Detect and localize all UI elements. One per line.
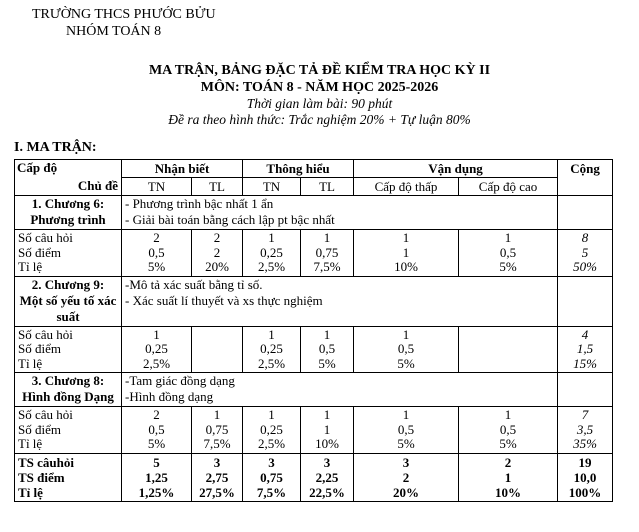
chapter-1-desc-total <box>558 196 613 230</box>
ch2-col2 <box>192 326 243 373</box>
total-questions-label: TS câuhỏi <box>18 454 74 470</box>
table-cell-value: 4 <box>581 326 589 342</box>
total-col1 <box>122 453 192 501</box>
table-cell-value: 1 <box>268 407 275 422</box>
ch2-col6 <box>459 326 558 373</box>
table-cell-value <box>195 357 239 372</box>
doc-title: MA TRẬN, BẢNG ĐẶC TẢ ĐỀ KIỂM TRA HỌC KỲ II <box>148 63 491 78</box>
table-cell-value: 0,75 <box>315 244 339 260</box>
table-cell-value: 15% <box>573 355 597 371</box>
table-cell-value: 22,5% <box>309 484 345 500</box>
total-col6 <box>459 453 558 501</box>
level-recognize: Nhận biết <box>122 160 243 178</box>
ch3-col1 <box>122 407 192 454</box>
table-cell-value: 0,5 <box>397 341 415 356</box>
table-cell-value: Số điểm <box>18 421 61 437</box>
table-cell-value: 2 <box>153 407 160 422</box>
chapter-2-desc-total <box>558 276 613 326</box>
table-cell-value: 20% <box>205 259 229 274</box>
chapter-2-title <box>15 276 122 326</box>
table-cell-value: 0,25 <box>145 341 168 356</box>
table-cell-value: 1 <box>323 230 331 245</box>
table-cell-value: 100% <box>568 484 602 500</box>
total-col7 <box>558 453 613 501</box>
chapter-3-desc <box>122 373 558 407</box>
group-name: NHÓM TOÁN 8 <box>66 24 162 39</box>
table-cell-value: 1 <box>268 230 275 245</box>
table-cell-value: 3 <box>402 454 410 470</box>
corner-bottom: Chủ đề <box>77 178 118 193</box>
table-cell-value: 10,0 <box>573 469 597 485</box>
table-cell-value: 1 <box>504 230 512 245</box>
ch2-total <box>558 326 613 373</box>
table-cell-value: 0,25 <box>260 341 283 356</box>
label-ratio: Tỉ lệ <box>18 259 43 274</box>
doc-subject: MÔN: TOÁN 8 - NĂM HỌC 2025-2026 <box>200 80 439 95</box>
ch1-col2 <box>192 230 243 277</box>
table-cell-value: 0,5 <box>499 244 517 260</box>
corner-cell <box>15 160 122 196</box>
chapter-3-desc-line1: -Tam giác đồng dạng <box>125 373 235 388</box>
chapter-1-title <box>15 196 122 230</box>
table-cell-value: 2,5% <box>257 259 286 274</box>
sub-high: Cấp độ cao <box>459 178 558 196</box>
total-col3 <box>243 453 301 501</box>
table-cell-value: 1,25% <box>138 484 175 500</box>
table-cell-value <box>462 328 554 343</box>
table-cell-value: 5 <box>153 454 160 470</box>
table-cell-value: 1 <box>213 407 221 422</box>
total-col5 <box>354 453 459 501</box>
table-cell-value: 1 <box>323 421 331 437</box>
chapter-1-labels <box>15 230 122 277</box>
label-questions: Số câu hỏi <box>18 230 73 245</box>
table-cell-value: 2 <box>153 230 160 245</box>
table-cell-value: 2 <box>213 230 221 245</box>
chapter-3-title-line1: 3. Chương 8: <box>31 373 105 388</box>
table-cell-value: 5% <box>499 259 517 274</box>
level-total: Cộng <box>558 160 613 196</box>
ch2-col1 <box>122 326 192 373</box>
chapter-3-row <box>15 373 613 407</box>
table-cell-value: 19 <box>578 454 592 470</box>
chapter-1-row <box>15 196 613 230</box>
chapter-2-labels <box>15 326 122 373</box>
table-cell-value: 0,5 <box>499 421 517 437</box>
sub-tn-2: TN <box>243 178 301 196</box>
sub-tl-2: TL <box>301 178 354 196</box>
section-title: I. MA TRẬN: <box>14 140 97 155</box>
chapter-1-title-line1: 1. Chương 6: <box>31 196 105 211</box>
table-cell-value: 35% <box>573 436 597 451</box>
table-cell-value: 7,5% <box>313 259 341 274</box>
table-cell-value: 5% <box>147 436 166 451</box>
table-cell-value: 10% <box>495 484 522 500</box>
sub-low: Cấp độ thấp <box>354 178 459 196</box>
ch3-col5 <box>354 407 459 454</box>
table-cell-value: 10% <box>394 259 418 274</box>
table-cell-value: 20% <box>393 484 420 500</box>
ch2-col5 <box>354 326 459 373</box>
table-cell-value: 1 <box>402 326 410 342</box>
table-cell-value: Số câu hỏi <box>18 326 73 342</box>
table-cell-value: 1,25 <box>145 469 168 485</box>
label-points: Số điểm <box>18 244 61 260</box>
table-cell-value: 0,25 <box>260 421 283 437</box>
table-cell-value: Số điểm <box>18 341 61 356</box>
ch2-col4 <box>301 326 354 373</box>
ch3-col6 <box>459 407 558 454</box>
table-cell-value: 7 <box>581 407 589 422</box>
ch3-col3 <box>243 407 301 454</box>
level-understand: Thông hiểu <box>243 160 354 178</box>
table-cell-value: 2 <box>402 469 410 485</box>
total-ratio-label: Tỉ lệ <box>18 484 43 500</box>
chapter-2-row <box>15 276 613 326</box>
table-cell-value: 5% <box>499 436 517 451</box>
table-cell-value: 2 <box>213 244 221 260</box>
chapter-2-desc-line2: - Xác suất lí thuyết và xs thực nghiệm <box>125 292 323 308</box>
chapter-2-title-line2: Một số yếu tố xác <box>19 292 117 308</box>
table-cell-value: 27,5% <box>199 484 235 500</box>
table-cell-value: Tỉ lệ <box>18 355 43 371</box>
school-header <box>32 6 216 40</box>
chapter-3-labels <box>15 407 122 454</box>
table-cell-value: 3 <box>323 454 331 470</box>
totals-labels <box>15 453 122 501</box>
total-col4 <box>301 453 354 501</box>
table-cell-value: 8 <box>581 230 589 245</box>
chapter-3-title-line2: Hình đồng Dạng <box>22 389 114 404</box>
table-cell-value: 0,25 <box>260 244 283 260</box>
ch1-total <box>558 230 613 277</box>
ch1-col5 <box>354 230 459 277</box>
table-cell-value: 5% <box>397 355 415 371</box>
table-cell-value: 50% <box>573 259 597 274</box>
chapter-1-values <box>15 230 613 277</box>
table-cell-value: 3,5 <box>576 421 594 437</box>
table-cell-value: 0,5 <box>148 244 165 260</box>
ch1-col1 <box>122 230 192 277</box>
table-cell-value: 3 <box>213 454 221 470</box>
chapter-1-desc <box>122 196 558 230</box>
chapter-1-desc-line1: - Phương trình bậc nhất 1 ẩn <box>125 196 274 211</box>
table-cell-value: 2,75 <box>205 469 229 485</box>
total-col2 <box>192 453 243 501</box>
table-cell-value: 5% <box>147 259 166 274</box>
chapter-1-desc-line2: - Giải bài toán bằng cách lập pt bậc nhất <box>125 212 335 227</box>
table-cell-value: 3 <box>268 454 275 470</box>
table-cell-value: 1 <box>402 244 410 260</box>
sub-tl-1: TL <box>192 178 243 196</box>
table-cell-value: 1 <box>153 326 160 342</box>
ch2-col3 <box>243 326 301 373</box>
chapter-2-desc <box>122 276 558 326</box>
table-cell-value: 0,5 <box>318 341 336 356</box>
chapter-2-title-line1: 2. Chương 9: <box>31 276 105 292</box>
chapter-2-desc-line1: -Mô tả xác suất bằng tỉ số. <box>125 276 263 292</box>
ch3-col4 <box>301 407 354 454</box>
table-cell-value: 2,25 <box>315 469 339 485</box>
table-cell-value: 1,5 <box>576 341 594 356</box>
table-cell-value: 1 <box>504 469 512 485</box>
table-cell-value: 0,5 <box>148 421 165 437</box>
chapter-3-desc-line2: -Hình đồng dạng <box>125 389 214 404</box>
level-apply: Vận dụng <box>354 160 558 178</box>
table-cell-value: 1 <box>504 407 512 422</box>
corner-top: Cấp độ <box>17 160 58 175</box>
table-cell-value: 5 <box>581 244 589 260</box>
sub-tn-1: TN <box>122 178 192 196</box>
table-cell-value: 10% <box>315 436 339 451</box>
table-cell-value: 1 <box>323 407 331 422</box>
school-name: TRƯỜNG THCS PHƯỚC BỬU <box>32 7 216 22</box>
table-cell-value <box>462 357 554 372</box>
table-cell-value: 1 <box>323 326 331 342</box>
chapter-2-values <box>15 326 613 373</box>
total-points-label: TS điểm <box>18 469 65 485</box>
doc-format: Đề ra theo hình thức: Trắc nghiệm 20% + Tự luận 80% <box>168 112 471 127</box>
chapter-3-values <box>15 407 613 454</box>
chapter-3-title <box>15 373 122 407</box>
table-cell-value: 2,5% <box>257 355 286 371</box>
table-cell-value: 1 <box>268 326 275 342</box>
table-cell-value: 1 <box>402 230 410 245</box>
table-cell-value: 2,5% <box>142 355 171 371</box>
ch1-col6 <box>459 230 558 277</box>
table-cell-value: 5% <box>397 436 415 451</box>
ch1-col4 <box>301 230 354 277</box>
matrix-table <box>14 159 613 502</box>
chapter-1-title-line2: Phương trình <box>30 212 106 227</box>
totals-row <box>15 453 613 501</box>
ch3-total <box>558 407 613 454</box>
table-cell-value: Tỉ lệ <box>18 436 43 451</box>
table-cell-value: Số câu hỏi <box>18 407 73 422</box>
table-cell-value: 2 <box>504 454 512 470</box>
table-cell-value: 2,5% <box>257 436 286 451</box>
table-cell-value: 1 <box>402 407 410 422</box>
table-cell-value <box>462 342 554 357</box>
table-cell-value: 0,5 <box>397 421 415 437</box>
chapter-3-desc-total <box>558 373 613 407</box>
table-cell-value: 7,5% <box>256 484 287 500</box>
table-cell-value: 7,5% <box>203 436 231 451</box>
table-cell-value <box>195 328 239 343</box>
ch1-col3 <box>243 230 301 277</box>
table-cell-value: 5% <box>318 355 336 371</box>
table-cell-value: 0,75 <box>205 421 229 437</box>
header-row <box>15 160 613 178</box>
ch3-col2 <box>192 407 243 454</box>
table-cell-value: 0,75 <box>260 469 283 485</box>
table-cell-value <box>195 342 239 357</box>
chapter-2-title-line3: suất <box>56 308 80 324</box>
doc-duration: Thời gian làm bài: 90 phút <box>246 96 393 111</box>
